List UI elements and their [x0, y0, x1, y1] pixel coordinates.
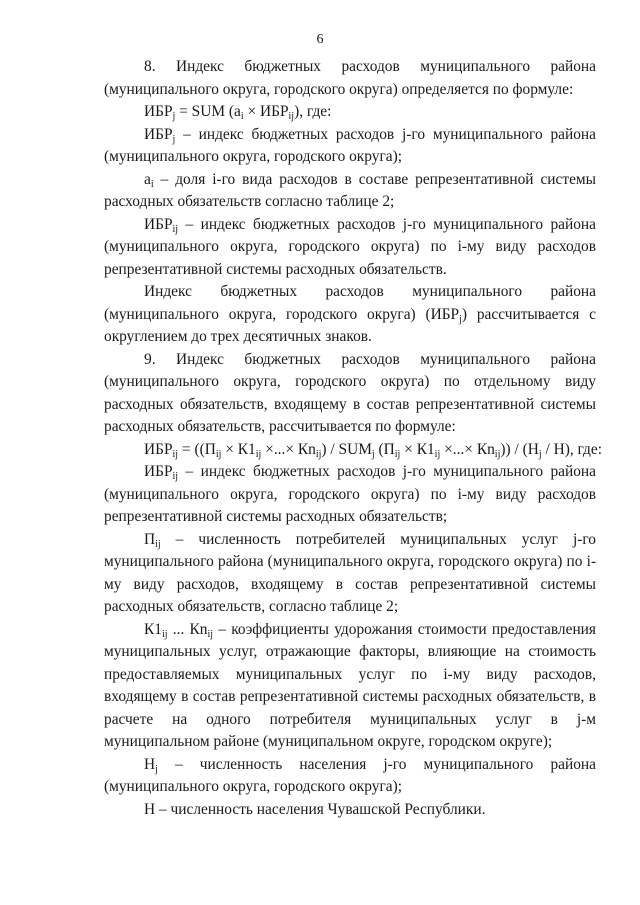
formula-line: $ИБР_j$ = SUM $(a_i \times ИБР_{ij})$, где:	[144, 103, 332, 122]
paragraph: $ИБР_j$ – индекс бюджетных расходов j-го муниципального района (муниципального округа, городского округа);	[104, 125, 596, 165]
paragraph: $a_i$ – доля i-го вида расходов в составе репрезентативной системы расходных обязательств согласно таблице 2;	[104, 170, 596, 210]
paragraph: $П_{ij}$ – численность потребителей муниципальных услуг j-го муниципального района (муниципального округа, городского округа) по i-му виду расходов, входящему в состав репрезентативной системы расходных обязательств, согласно таблице 2;	[104, 530, 596, 615]
paragraph: $ИБР_{ij}$ – индекс бюджетных расходов j-го муниципального района (муниципального округа, городского округа) по i-му виду расходов репрезентативной системы расходных обязательств;	[104, 463, 596, 525]
paragraph: $Н_j$ – численность населения j-го муниципального района (муниципального округа, городского округа);	[104, 755, 596, 795]
document-body	[104, 56, 602, 821]
paragraph: Индекс бюджетных расходов муниципального района (муниципального округа, городского округа) $(ИБР_j)$ рассчитывается с округлением до трех десятичных знаков.	[104, 283, 596, 345]
paragraph: 8. Индекс бюджетных расходов муниципального района (муниципального округа, городского округа) определяется по формуле:	[104, 58, 596, 98]
paragraph: $ИБР_{ij}$ – индекс бюджетных расходов j-го муниципального района (муниципального округа, городского округа) по i-му виду расходов репрезентативной системы расходных обязательств.	[104, 215, 596, 278]
formula-line: $ИБР_{ij} = ((П_{ij} \times К1_{ij}$ ×...× $Кn_{ij}) / SUM_j$ ($П_{ij} \times К1_{ij}$ ×...× $Кn_{ij})) / (Н_j / Н)$, где:	[144, 440, 602, 460]
paragraph: Н – численность населения Чувашской Республики.	[144, 800, 486, 818]
page-number: 6	[316, 32, 324, 47]
paragraph: $К1_{ij}$ ... $Кn_{ij}$ – коэффициенты удорожания стоимости предоставления муниципальных услуг, отражающие факторы, влияющие на стоимость предоставляемых муниципальных услуг по i-му виду расходов, входящему в состав репрезентативной системы расходных обязательств, в расчете на одного потребителя муниципальных услуг в j-м муниципальном районе (муниципальном округе, городском округе);	[104, 620, 596, 750]
paragraph: 9. Индекс бюджетных расходов муниципального района (муниципального округа, городского округа) по отдельному виду расходных обязательств, входящему в состав репрезентативной системы расходных обязательств, рассчитывается по формуле:	[104, 350, 596, 435]
